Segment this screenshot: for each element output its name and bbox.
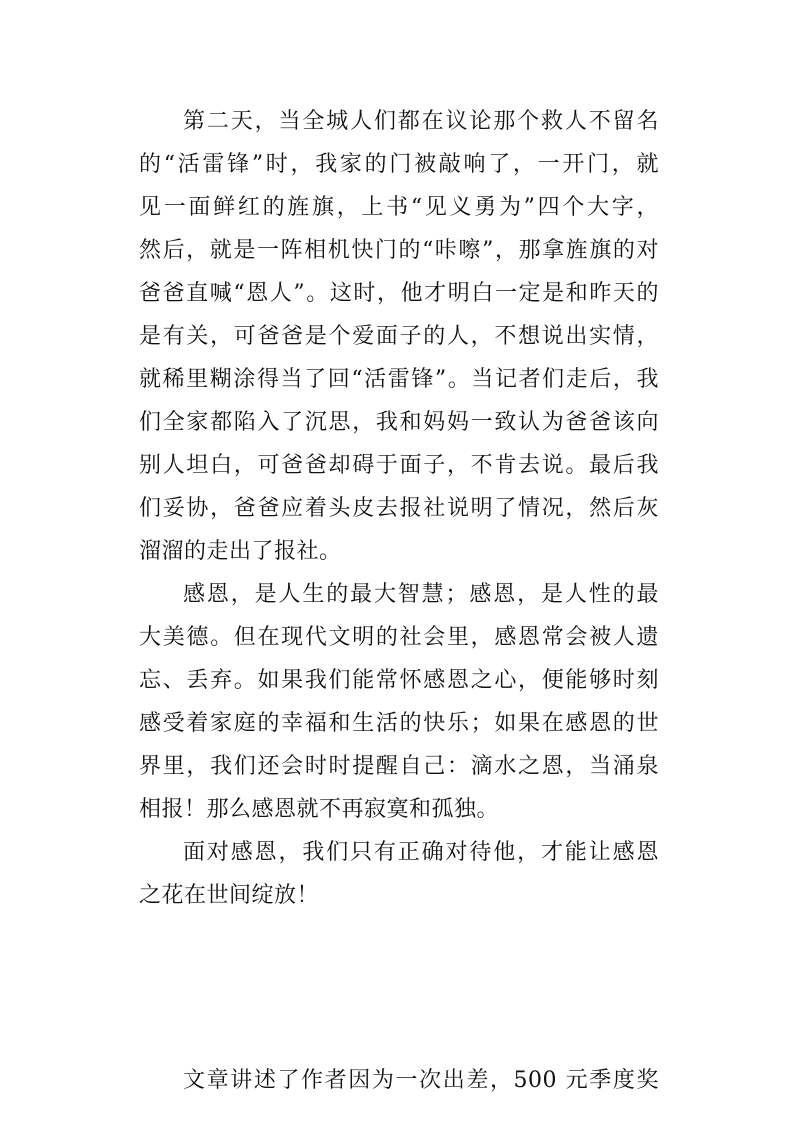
text-line: 是有关，可爸爸是个爱面子的人，不想说出实情，	[139, 324, 659, 349]
text-line: 然后，就是一阵相机快门的“咔嚓”，那拿旌旗的对	[139, 238, 659, 263]
text-line: 别人坦白，可爸爸却碍于面子，不肯去说。最后我	[139, 453, 659, 478]
text-line: 们妥协，爸爸应着头皮去报社说明了情况，然后灰	[139, 496, 659, 521]
text-line: 就稀里糊涂得当了回“活雷锋”。当记者们走后，我	[139, 367, 659, 392]
text-line: 见一面鲜红的旌旗，上书“见义勇为”四个大字，	[139, 195, 659, 220]
text-line: 文章讲述了作者因为一次出差，500 元季度奖	[183, 1068, 659, 1093]
text-line: 之花在世间绽放！	[139, 883, 320, 908]
text-line: 大美德。但在现代文明的社会里，感恩常会被人遗	[139, 625, 659, 650]
next-section	[139, 1059, 659, 1102]
paragraph-1	[139, 100, 659, 573]
text-line: 爸爸直喊“恩人”。这时，他才明白一定是和昨天的	[139, 281, 659, 306]
paragraph-3	[139, 831, 659, 917]
text-line: 溜溜的走出了报社。	[139, 539, 342, 564]
text-line: 们全家都陷入了沉思，我和妈妈一致认为爸爸该向	[139, 410, 659, 435]
document-page	[139, 100, 659, 1102]
text-line: 面对感恩，我们只有正确对待他，才能让感恩	[183, 840, 659, 865]
text-line: 相报！那么感恩就不再寂寞和孤独。	[139, 797, 500, 822]
text-line: 感受着家庭的幸福和生活的快乐；如果在感恩的世	[139, 711, 659, 736]
text-line: 第二天，当全城人们都在议论那个救人不留名	[183, 109, 659, 134]
paragraph-2	[139, 573, 659, 831]
text-line: 的“活雷锋”时，我家的门被敲响了，一开门，就	[139, 152, 659, 177]
section-gap	[139, 917, 659, 1059]
text-line: 忘、丢弃。如果我们能常怀感恩之心，便能够时刻	[139, 668, 659, 693]
text-line: 界里，我们还会时时提醒自己：滴水之恩，当涌泉	[139, 754, 659, 779]
text-line: 感恩，是人生的最大智慧；感恩，是人性的最	[183, 582, 659, 607]
